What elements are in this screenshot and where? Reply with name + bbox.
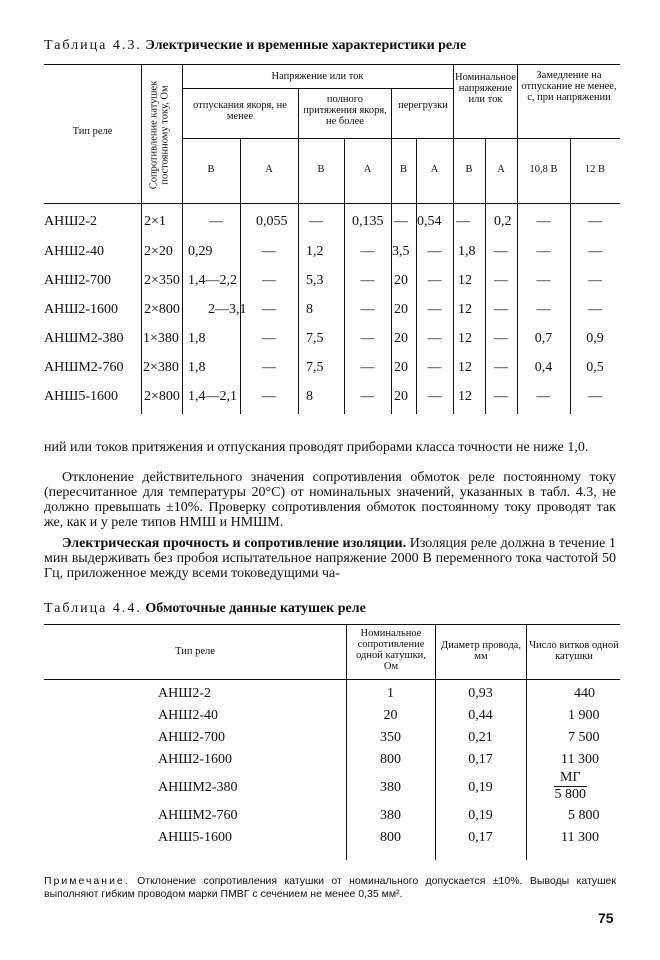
cell-resistance: 350 <box>380 730 401 745</box>
cell-release-a: 0,055 <box>256 214 288 229</box>
table-row-type: АНШ2-40 <box>158 708 219 723</box>
cell-diameter: 0,93 <box>468 686 493 701</box>
table-row-type: АНШ2-700 <box>44 273 112 288</box>
cell-resistance: 1 <box>387 686 394 701</box>
cell-delay-10-8: — <box>536 244 551 259</box>
cell-release-v: 2—3,1 <box>208 302 247 317</box>
cell-release-v: — <box>209 214 223 229</box>
rule <box>44 64 620 65</box>
unit-v: В <box>399 164 407 175</box>
table-row-type: АНШ2-40 <box>44 244 105 259</box>
cell-overload-a: — <box>427 389 442 404</box>
table-row-type: АНШМ2-760 <box>158 808 238 823</box>
cell-overload-v: 20 <box>394 273 408 288</box>
cell-overload-a: — <box>427 302 442 317</box>
unit-10-8v: 10,8 В <box>529 164 558 175</box>
cell-pickup-a: — <box>360 389 375 404</box>
rule <box>453 64 454 414</box>
header-nominal: Номинальное напряжение или ток <box>455 72 516 105</box>
table-row-type: АНШМ2-380 <box>158 780 238 795</box>
unit-v: В <box>207 164 215 175</box>
cell-release-v: 1,4—2,1 <box>188 389 237 404</box>
cell-release-v: 1,8 <box>188 331 206 346</box>
cell-resistance: 2×20 <box>144 244 173 259</box>
cell-release-v: 0,29 <box>188 244 213 259</box>
cell-diameter: 0,17 <box>468 752 493 767</box>
cell-turns: 11 300 <box>561 752 599 767</box>
cell-pickup-a: — <box>360 302 375 317</box>
table-row-type: АНШ5-1600 <box>158 830 233 845</box>
cell-nominal-a: — <box>494 389 508 404</box>
unit-v: В <box>465 164 473 175</box>
rule <box>182 88 453 89</box>
cell-turns-fraction <box>554 770 587 803</box>
table-row-type: АНШ5-1600 <box>44 389 119 404</box>
cell-delay-12: — <box>588 244 602 259</box>
cell-pickup-a: — <box>360 360 375 375</box>
table-4-3-label: Таблица 4.3. <box>44 38 142 53</box>
table-4-3-title <box>44 38 466 54</box>
cell-diameter: 0,21 <box>468 730 493 745</box>
rule <box>526 624 527 860</box>
unit-12v: 12 В <box>584 164 606 175</box>
cell-delay-10-8: — <box>536 273 551 288</box>
cell-delay-12: 0,9 <box>586 331 604 346</box>
paragraph-3-text: Изоляция реле должна в течение 1 мин выдерживать без пробоя испытательное напряжение 2000 В переменного тока частотой 50 Гц, приложенное между всеми токоведущими ча- <box>44 536 616 581</box>
cell-nominal-a: — <box>494 273 508 288</box>
cell-turns: 11 300 <box>561 830 599 845</box>
cell-resistance: 2×380 <box>143 360 179 375</box>
cell-pickup-v: 8 <box>306 389 313 404</box>
cell-nominal-v: 12 <box>458 331 472 346</box>
cell-turns: 440 <box>574 686 595 701</box>
cell-delay-10-8: — <box>536 214 551 229</box>
table-4-4-label: Таблица 4.4. <box>44 601 142 616</box>
header-diameter: Диаметр провода, мм <box>441 640 521 662</box>
cell-overload-v: — <box>394 214 408 229</box>
cell-delay-10-8: 0,7 <box>534 331 553 346</box>
cell-resistance: 1×380 <box>143 331 179 346</box>
cell-resistance: 20 <box>383 708 398 723</box>
cell-delay-12: — <box>588 302 602 317</box>
cell-pickup-v: 1,2 <box>306 244 324 259</box>
table-note <box>44 875 616 901</box>
header-overload: перегрузки <box>398 100 448 111</box>
table-4-4-title <box>44 601 366 617</box>
cell-nominal-v: 12 <box>458 302 472 317</box>
unit-v: В <box>317 164 325 175</box>
paragraph-3 <box>44 536 616 581</box>
cell-nominal-a: 0,2 <box>494 214 512 229</box>
table-row-type: АНШМ2-380 <box>44 331 124 346</box>
header-nominal-resistance: Номинальное сопротивление одной катушки, Ом <box>356 628 426 672</box>
cell-delay-12: — <box>588 214 602 229</box>
cell-overload-v: 20 <box>394 302 408 317</box>
cell-turns: 1 900 <box>568 708 600 723</box>
cell-pickup-v: 8 <box>306 302 313 317</box>
header-type: Тип реле <box>175 646 215 657</box>
cell-release-a: — <box>262 302 276 317</box>
note-text: Отклонение сопротивления катушки от номинального допускается ±10%. Выводы катушек выполняют гибким проводом марки ПМВГ с сечением не менее 0,35 мм². <box>44 875 616 900</box>
rule <box>44 679 620 680</box>
cell-release-a: — <box>262 244 276 259</box>
cell-diameter: 0,44 <box>468 708 493 723</box>
cell-delay-10-8: — <box>536 302 551 317</box>
table-4-3-caption: Электрические и временные характеристики реле <box>145 38 467 53</box>
cell-resistance: 2×350 <box>144 273 180 288</box>
cell-overload-v: 3,5 <box>392 244 410 259</box>
cell-delay-12: — <box>588 389 602 404</box>
header-voltage-current: Напряжение или ток <box>271 71 364 82</box>
unit-a: А <box>265 164 273 175</box>
cell-nominal-a: — <box>494 360 508 375</box>
cell-diameter: 0,19 <box>468 780 493 795</box>
cell-overload-v: 20 <box>394 389 408 404</box>
header-delay: Замедление на отпускание не менее, с, при напряжении <box>521 70 617 103</box>
paragraph-2: Отклонение действительного значения сопротивления обмоток реле постоянному току (пересчитанное для температуры 20°С) от номинальных значений, указанных в табл. 4.3, не должно превышать ±10%. Проверку сопротивления обмоток постоянному току проводят так же, как и у реле типов НМШ и НМШМ. <box>44 470 616 530</box>
header-pickup: полного притяжения якоря, не более <box>303 94 387 127</box>
cell-turns: 5 800 <box>568 808 600 823</box>
cell-nominal-a: — <box>494 244 508 259</box>
cell-overload-a: — <box>427 273 442 288</box>
cell-release-a: — <box>262 360 276 375</box>
table-row-type: АНШ2-2 <box>44 214 98 229</box>
cell-nominal-v: 12 <box>458 389 472 404</box>
table-row-type: АНШМ2-760 <box>44 360 124 375</box>
cell-pickup-v: 7,5 <box>306 360 324 375</box>
cell-delay-12: — <box>588 273 602 288</box>
cell-resistance: 800 <box>380 752 401 767</box>
cell-release-a: — <box>262 389 276 404</box>
rule <box>44 203 620 204</box>
cell-pickup-a: — <box>360 331 375 346</box>
page-number: 75 <box>598 910 614 926</box>
cell-release-v: 1,4—2,2 <box>188 273 237 288</box>
cell-nominal-v: 12 <box>458 360 472 375</box>
rule <box>182 138 620 139</box>
cell-resistance: 2×800 <box>144 389 180 404</box>
unit-a: А <box>430 164 439 175</box>
cell-resistance: 380 <box>380 808 401 823</box>
cell-pickup-a: 0,135 <box>352 214 384 229</box>
unit-a: А <box>497 164 505 175</box>
rule <box>298 88 299 414</box>
cell-resistance: 2×800 <box>144 302 180 317</box>
cell-pickup-v: 7,5 <box>306 331 324 346</box>
paragraph-3-heading: Электрическая прочность и сопротивление изоляции. <box>62 536 407 551</box>
cell-nominal-v: 12 <box>458 273 472 288</box>
unit-a: А <box>363 164 372 175</box>
paragraph-1: ний или токов притяжения и отпускания проводят приборами класса точности не ниже 1,0. <box>44 440 589 455</box>
cell-resistance: 800 <box>380 830 401 845</box>
cell-pickup-a: — <box>360 244 375 259</box>
cell-overload-a: — <box>427 244 442 259</box>
table-4-4-caption: Обмоточные данные катушек реле <box>145 601 366 616</box>
cell-release-a: — <box>262 331 276 346</box>
header-turns: Число витков одной катушки <box>529 640 619 662</box>
table-row-type: АНШ2-1600 <box>158 752 233 767</box>
note-label: Примечание. <box>44 875 130 887</box>
fraction-numerator: МГ <box>554 770 587 787</box>
cell-delay-12: 0,5 <box>586 360 604 375</box>
header-resistance: Сопротивление катушек постоянному току, Ом <box>148 80 170 190</box>
cell-diameter: 0,17 <box>468 830 493 845</box>
cell-overload-a: 0,54 <box>417 214 442 229</box>
rule <box>141 64 142 414</box>
cell-turns: 7 500 <box>568 730 600 745</box>
header-release: отпускания якоря, не менее <box>193 100 287 122</box>
cell-release-a: — <box>262 273 276 288</box>
cell-pickup-a: — <box>360 273 375 288</box>
cell-nominal-v: 1,8 <box>458 244 476 259</box>
cell-overload-v: 20 <box>394 331 408 346</box>
fraction-denominator: 5 800 <box>554 787 587 802</box>
cell-resistance: 2×1 <box>144 214 166 229</box>
cell-diameter: 0,19 <box>468 808 493 823</box>
cell-resistance: 380 <box>380 780 401 795</box>
cell-pickup-v: — <box>309 214 323 229</box>
table-row-type: АНШ2-1600 <box>44 302 119 317</box>
cell-delay-10-8: 0,4 <box>534 360 553 375</box>
table-row-type: АНШ2-700 <box>158 730 226 745</box>
cell-overload-a: — <box>427 331 442 346</box>
cell-release-v: 1,8 <box>188 360 206 375</box>
cell-delay-10-8: — <box>536 389 551 404</box>
cell-nominal-a: — <box>494 302 508 317</box>
cell-nominal-v: — <box>456 214 470 229</box>
cell-nominal-a: — <box>494 331 508 346</box>
cell-pickup-v: 5,3 <box>306 273 324 288</box>
cell-overload-a: — <box>427 360 442 375</box>
table-row-type: АНШ2-2 <box>158 686 212 701</box>
rule <box>44 624 620 625</box>
cell-overload-v: 20 <box>394 360 408 375</box>
rule <box>182 64 183 414</box>
header-type: Тип реле <box>72 126 113 137</box>
